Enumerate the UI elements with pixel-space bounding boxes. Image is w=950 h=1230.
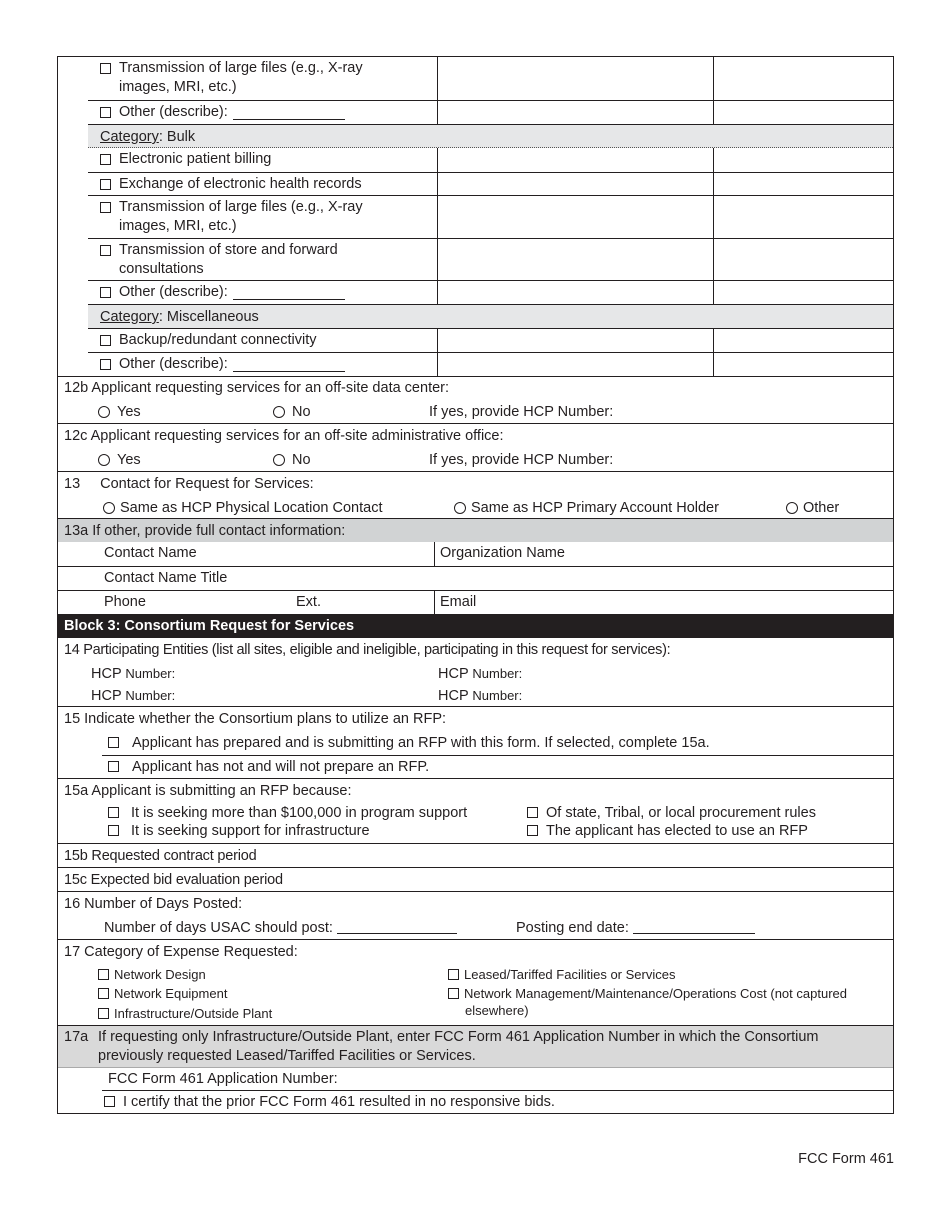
- category-label: Category: [100, 309, 159, 325]
- question-13: [58, 471, 893, 518]
- response-cell[interactable]: [713, 281, 893, 304]
- response-cell[interactable]: [437, 173, 713, 195]
- question-text: 15 Indicate whether the Consortium plans to utilize an RFP:: [64, 711, 447, 727]
- question-12c: [58, 423, 893, 471]
- expense-network-management-cont: elsewhere): [465, 1003, 529, 1018]
- question-16: [58, 891, 893, 939]
- checkbox[interactable]: [100, 154, 111, 165]
- hcp-number-field[interactable]: HCP Number:: [438, 688, 523, 704]
- question-15: [58, 706, 893, 778]
- radio-yes[interactable]: Yes: [98, 449, 141, 472]
- hcp-number-label: If yes, provide HCP Number:: [429, 452, 614, 468]
- question-text: 12c Applicant requesting services for an off-site administrative office:: [64, 428, 504, 444]
- service-row: [88, 148, 893, 172]
- question-text: 16 Number of Days Posted:: [64, 896, 243, 912]
- block-3-header: Block 3: Consortium Request for Services: [58, 614, 893, 638]
- expense-network-design[interactable]: Network Design: [98, 967, 206, 982]
- expense-network-equipment[interactable]: Network Equipment: [98, 986, 227, 1001]
- contact-title-label: Contact Name Title: [104, 570, 228, 586]
- response-cell[interactable]: [437, 281, 713, 304]
- service-label: Other (describe):: [119, 356, 228, 372]
- certify-label: I certify that the prior FCC Form 461 resulted in no responsive bids.: [123, 1094, 555, 1110]
- expense-infrastructure[interactable]: Infrastructure/Outside Plant: [98, 1006, 272, 1021]
- response-cell[interactable]: [713, 148, 893, 172]
- question-14: [58, 638, 893, 706]
- category-value: : Miscellaneous: [158, 309, 259, 325]
- posting-end-date-field[interactable]: Posting end date:: [516, 917, 755, 940]
- service-row: [88, 100, 893, 124]
- checkbox[interactable]: [100, 359, 111, 370]
- radio-same-physical[interactable]: Same as HCP Physical Location Contact: [103, 497, 382, 520]
- question-15a: [58, 778, 893, 843]
- response-cell[interactable]: [713, 329, 893, 352]
- reason-procurement[interactable]: Of state, Tribal, or local procurement rules: [527, 804, 816, 822]
- service-row: [88, 172, 893, 195]
- phone-field[interactable]: Phone: [104, 594, 146, 610]
- service-label: Exchange of electronic health records: [119, 176, 362, 192]
- response-cell[interactable]: [437, 148, 713, 172]
- category-label: Category: [100, 129, 159, 145]
- response-cell[interactable]: [713, 173, 893, 195]
- service-label: Electronic patient billing: [119, 151, 272, 167]
- rfp-option-none[interactable]: Applicant has not and will not prepare an RFP.: [102, 755, 893, 778]
- question-text: Contact for Request for Services:: [100, 476, 314, 492]
- question-15b[interactable]: [58, 843, 893, 867]
- service-label-cont: consultations: [119, 261, 204, 277]
- days-posted-field[interactable]: Number of days USAC should post:: [104, 917, 457, 940]
- service-label: Transmission of store and forward: [119, 242, 338, 258]
- contact-title-field[interactable]: [58, 566, 893, 590]
- service-label: Other (describe):: [119, 104, 228, 120]
- organization-name-field[interactable]: Organization Name: [434, 542, 893, 566]
- response-cell[interactable]: [437, 239, 713, 280]
- service-row: [88, 280, 893, 304]
- response-cell[interactable]: [437, 101, 713, 124]
- ext-field[interactable]: Ext.: [296, 594, 321, 610]
- checkbox[interactable]: [100, 335, 111, 346]
- response-cell[interactable]: [437, 196, 713, 238]
- checkbox[interactable]: [100, 107, 111, 118]
- fcc-461-app-number-field[interactable]: [58, 1067, 893, 1090]
- question-17: [58, 939, 893, 1025]
- checkbox[interactable]: [100, 287, 111, 298]
- service-row: [88, 352, 893, 376]
- certify-checkbox[interactable]: [102, 1090, 893, 1113]
- hcp-number-label: If yes, provide HCP Number:: [429, 404, 614, 420]
- category-misc-header: [88, 304, 893, 328]
- service-label: Other (describe):: [119, 284, 228, 300]
- contact-name-field[interactable]: Contact Name: [104, 545, 197, 561]
- response-cell[interactable]: [713, 196, 893, 238]
- service-row: [88, 195, 893, 238]
- email-field[interactable]: Email: [434, 591, 893, 614]
- response-cell[interactable]: [713, 239, 893, 280]
- service-label: Transmission of large files (e.g., X-ray: [119, 199, 363, 215]
- question-text: 15b Requested contract period: [64, 848, 257, 864]
- radio-other[interactable]: Other: [786, 497, 839, 520]
- services-top-section: [58, 57, 893, 376]
- service-label-cont: images, MRI, etc.): [119, 218, 237, 234]
- question-number: 13: [64, 476, 81, 492]
- form-page: [57, 56, 894, 1114]
- question-12b: [58, 376, 893, 423]
- question-text: 15c Expected bid evaluation period: [64, 872, 283, 888]
- checkbox[interactable]: [100, 63, 111, 74]
- question-number: 17a: [64, 1029, 89, 1045]
- service-row: [88, 328, 893, 352]
- response-cell[interactable]: [713, 57, 893, 100]
- checkbox[interactable]: [100, 179, 111, 190]
- question-17a: [58, 1025, 893, 1067]
- question-text-cont: previously requested Leased/Tariffed Facilities or Services.: [98, 1048, 476, 1064]
- service-row: [88, 238, 893, 280]
- question-text: 15a Applicant is submitting an RFP because:: [64, 783, 352, 799]
- service-label: Backup/redundant connectivity: [119, 332, 317, 348]
- radio-same-primary[interactable]: Same as HCP Primary Account Holder: [454, 497, 719, 520]
- checkbox[interactable]: [100, 202, 111, 213]
- question-text: If requesting only Infrastructure/Outside Plant, enter FCC Form 461 Application Number in which the Consortium: [98, 1029, 819, 1045]
- rfp-option-prepared[interactable]: Applicant has prepared and is submitting an RFP with this form. If selected, complete 15a.: [58, 732, 893, 755]
- radio-no[interactable]: No: [273, 449, 311, 472]
- response-cell[interactable]: [713, 101, 893, 124]
- hcp-number-field[interactable]: HCP Number:: [91, 666, 176, 682]
- reason-funding[interactable]: It is seeking more than $100,000 in program support: [108, 804, 467, 822]
- service-row: [88, 57, 893, 100]
- response-cell[interactable]: [437, 329, 713, 352]
- category-value: : Bulk: [158, 129, 196, 145]
- describe-field[interactable]: [233, 106, 345, 120]
- radio-yes[interactable]: Yes: [98, 401, 141, 424]
- service-label: Transmission of large files (e.g., X-ray: [119, 60, 363, 76]
- contact-row-phone: [58, 590, 893, 614]
- hcp-number-field[interactable]: HCP Number:: [91, 688, 176, 704]
- service-label-cont: images, MRI, etc.): [119, 79, 237, 95]
- category-bulk-header: [88, 124, 893, 148]
- reason-elected[interactable]: The applicant has elected to use an RFP: [527, 822, 808, 840]
- expense-network-management[interactable]: Network Management/Maintenance/Operations Cost (not captured: [448, 986, 847, 1001]
- expense-leased-facilities[interactable]: Leased/Tariffed Facilities or Services: [448, 967, 675, 982]
- describe-field[interactable]: [233, 358, 345, 372]
- question-text: 13a If other, provide full contact information:: [64, 523, 346, 539]
- response-cell[interactable]: [437, 57, 713, 100]
- question-13a: [58, 518, 893, 542]
- question-text: 12b Applicant requesting services for an off-site data center:: [64, 380, 450, 396]
- radio-no[interactable]: No: [273, 401, 311, 424]
- hcp-number-field[interactable]: HCP Number:: [438, 666, 523, 682]
- response-cell[interactable]: [713, 353, 893, 376]
- question-text: 14 Participating Entities (list all sites, eligible and ineligible, participating in this request for services):: [64, 642, 671, 658]
- reason-infrastructure[interactable]: It is seeking support for infrastructure: [108, 822, 370, 840]
- form-footer: FCC Form 461: [798, 1151, 894, 1167]
- app-number-label: FCC Form 461 Application Number:: [108, 1071, 338, 1087]
- question-15c[interactable]: [58, 867, 893, 891]
- checkbox[interactable]: [100, 245, 111, 256]
- describe-field[interactable]: [233, 286, 345, 300]
- response-cell[interactable]: [437, 353, 713, 376]
- question-text: 17 Category of Expense Requested:: [64, 944, 298, 960]
- contact-row-name: [58, 542, 893, 566]
